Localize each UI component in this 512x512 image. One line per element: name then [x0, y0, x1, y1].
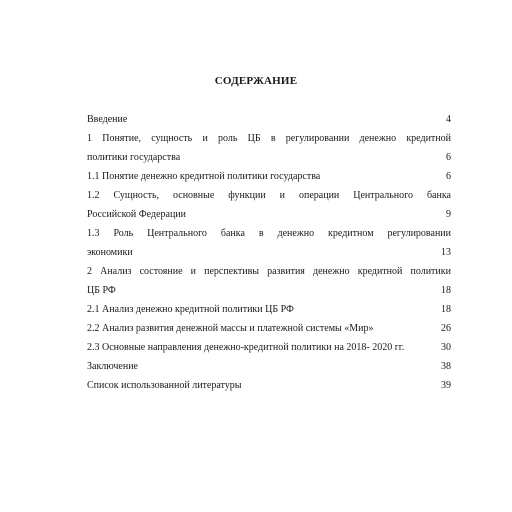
toc-entry-page: 6 [446, 152, 451, 163]
toc-entry-page: 38 [441, 361, 451, 372]
toc-entry-label-line2: экономики [87, 247, 133, 258]
toc-entry-label: 2.3 Основные направления денежно-кредитной политики на 2018- 2020 гг. [87, 342, 405, 353]
toc-entry-label: 2.2 Анализ развития денежной массы и платежной системы «Мир» [87, 323, 374, 334]
table-of-contents [87, 110, 451, 395]
toc-entry-page: 4 [446, 114, 451, 125]
toc-entry-label-line1: 2 Анализ состояние и перспективы развития денежно кредитной политики [87, 266, 451, 277]
toc-entry-line2 [87, 281, 451, 300]
toc-entry-references [87, 376, 451, 395]
toc-entry-conclusion [87, 357, 451, 376]
toc-entry-1-1 [87, 167, 451, 186]
toc-entry-label-line1: 1 Понятие, сущность и роль ЦБ в регулировании денежно кредитной [87, 133, 451, 144]
toc-entry-label-line2: ЦБ РФ [87, 285, 116, 296]
toc-entry-page: 30 [441, 342, 451, 353]
toc-entry-label: Введение [87, 114, 128, 125]
toc-entry-label-line2: политики государства [87, 152, 181, 163]
toc-entry-2-3 [87, 338, 451, 357]
page-title: СОДЕРЖАНИЕ [214, 75, 298, 87]
toc-entry-page: 39 [441, 380, 451, 391]
toc-entry-page: 18 [441, 285, 451, 296]
toc-entry-label-line1: 1.3 Роль Центрального банка в денежно кредитном регулировании [87, 228, 451, 239]
toc-entry-chapter-1 [87, 129, 451, 167]
toc-entry-label-line2: Российской Федерации [87, 209, 187, 220]
toc-entry-page: 26 [441, 323, 451, 334]
toc-entry-label-line1: 1.2 Сущность, основные функции и операции Центрального банка [87, 190, 451, 201]
toc-entry-page: 6 [446, 171, 451, 182]
toc-entry-label: Заключение [87, 361, 138, 372]
toc-entry-chapter-2 [87, 262, 451, 300]
toc-entry-page: 18 [441, 304, 451, 315]
toc-entry-1-3 [87, 224, 451, 262]
toc-entry-2-1 [87, 300, 451, 319]
toc-entry-1-2 [87, 186, 451, 224]
toc-entry-line2 [87, 243, 451, 262]
toc-entry-introduction [87, 110, 451, 129]
toc-entry-line2 [87, 148, 451, 167]
toc-entry-label: 1.1 Понятие денежно кредитной политики государства [87, 171, 321, 182]
toc-entry-page: 9 [446, 209, 451, 220]
toc-entry-label: Список использованной литературы [87, 380, 242, 391]
toc-entry-label: 2.1 Анализ денежно кредитной политики ЦБ РФ [87, 304, 294, 315]
toc-entry-line2 [87, 205, 451, 224]
toc-entry-2-2 [87, 319, 451, 338]
toc-entry-page: 13 [441, 247, 451, 258]
